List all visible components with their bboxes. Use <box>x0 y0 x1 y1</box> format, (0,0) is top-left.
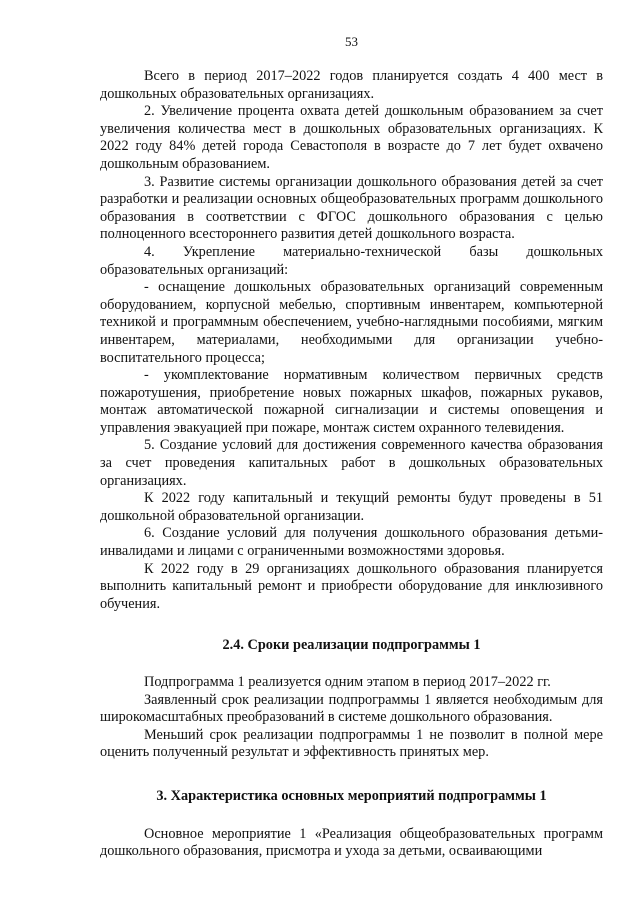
paragraph: Всего в период 2017–2022 годов планируется создать 4 400 мест в дошкольных образовательных организациях. <box>100 68 603 102</box>
paragraph: 6. Создание условий для получения дошкольного образования детьми-инвалидами и лицами с ограниченными возможностями здоровья. <box>100 525 603 560</box>
section-heading-2-4: 2.4. Сроки реализации подпрограммы 1 <box>222 637 481 654</box>
paragraph: 2. Увеличение процента охвата детей дошкольным образованием за счет увеличения количества мест в дошкольных образовательных организациях. К 2022 году 84% детей города Севастополя в возрасте до 7 лет будет охвачено дошкольным образованием. <box>100 103 603 172</box>
paragraph: К 2022 году капитальный и текущий ремонты будут проведены в 51 дошкольной образовательной организации. <box>100 490 603 524</box>
paragraph: Заявленный срок реализации подпрограммы 1 является необходимым для широкомасштабных преобразований в системе дошкольного образования. <box>100 691 603 726</box>
paragraph: - укомплектование нормативным количеством первичных средств пожаротушения, приобретение новых пожарных шкафов, пожарных рукавов, монтаж автоматической пожарной сигнализации и системы оповещения и управления эвакуацией при пожаре, монтаж систем охранного телевидения. <box>100 367 603 436</box>
paragraph: 5. Создание условий для достижения современного качества образования за счет проведения капитальных работ в дошкольных образовательных организациях. <box>100 437 603 489</box>
page-number: 53 <box>345 34 358 49</box>
section-2-4-body <box>100 674 603 762</box>
paragraph: Меньший срок реализации подпрограммы 1 не позволит в полной мере оценить полученный результат и эффективность принятых мер. <box>100 726 603 761</box>
paragraph: Подпрограмма 1 реализуется одним этапом в период 2017–2022 гг. <box>144 674 551 690</box>
paragraph: 3. Развитие системы организации дошкольного образования детей за счет разработки и реализации основных общеобразовательных программ дошкольного образования в соответствии с ФГОС дошкольного образования с целью полноценного всестороннего развития детей дошкольного возраста. <box>100 173 603 243</box>
body-text-top <box>100 68 603 613</box>
section-heading-3: 3. Характеристика основных мероприятий подпрограммы 1 <box>156 787 547 804</box>
paragraph: - оснащение дошкольных образовательных организаций современным оборудованием, корпусной мебелью, спортивным инвентарем, компьютерной техникой и программным обеспечением, учебно-наглядными пособиями, мягким инвентарем, материалами, необходимыми для организации учебно-воспитательного процесса; <box>100 279 603 366</box>
paragraph: 4. Укрепление материально-технической базы дошкольных образовательных организаций: <box>100 243 603 278</box>
paragraph: К 2022 году в 29 организациях дошкольного образования планируется выполнить капитальный ремонт и приобрести оборудование для инклюзивного обучения. <box>100 560 603 612</box>
paragraph: Основное мероприятие 1 «Реализация общеобразовательных программ дошкольного образования, присмотра и ухода за детьми, осваивающими <box>100 825 603 860</box>
section-3-body <box>100 826 603 861</box>
